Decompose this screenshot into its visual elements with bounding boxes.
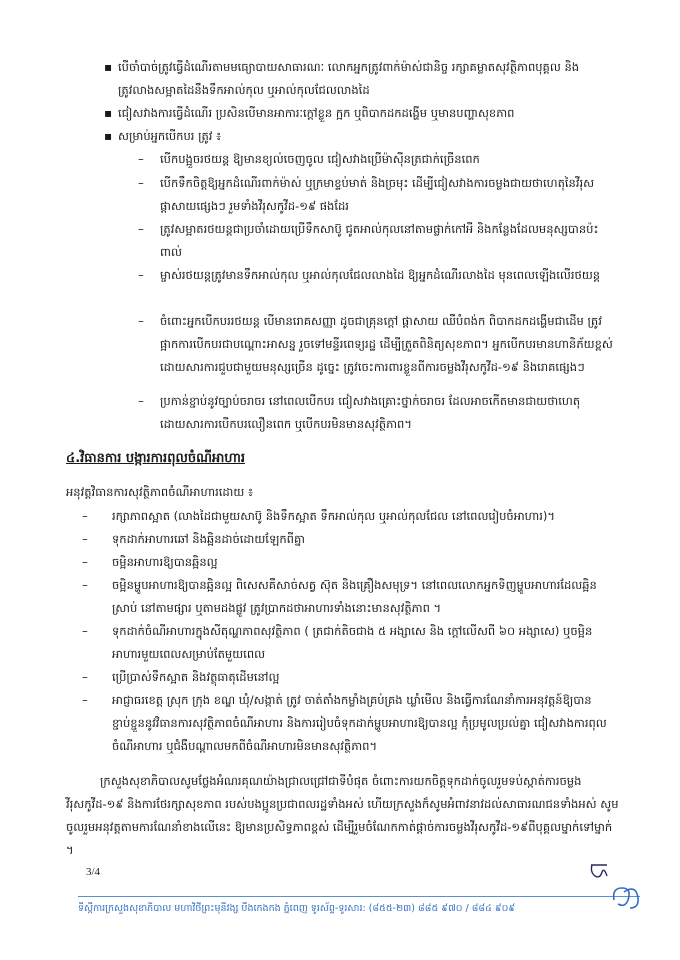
bullet-text: ជៀសវាងការធ្វើដំណើរ ប្រសិនបើមានអាការៈក្តៅខ្លួន ក្អក ឬពិបាកដកដង្ហើម ឬមានបញ្ហាសុខភាព xyxy=(118,106,515,120)
driver-item xyxy=(138,264,620,287)
bullet-icon: ▪ xyxy=(104,106,113,120)
food-item xyxy=(82,666,620,689)
bullet-item xyxy=(104,56,618,102)
bullet-text: បើចាំបាច់ត្រូវធ្វើដំណើរតាមមធ្យោបាយសាធារណៈ លោកអ្នកត្រូវពាក់ម៉ាស់ជានិច្ច រក្សាគម្លាតសុវត្ថិភាពបុគ្គល និងត្រូវលាងសម្អាតដៃនឹងទឹកអាល់កុល ឬអាល់កុលជែលលាងដៃ xyxy=(118,60,580,97)
food-item xyxy=(82,689,620,758)
driver-item-text: បើកទឹកចិត្តឱ្យអ្នកដំណើរពាក់ម៉ាស់ ឬក្រមាខ្ទប់មាត់ និងច្រមុះ ដើម្បីជៀសវាងការចម្លងជាយថាហេតុនៃវីរុសផ្តាសាយផ្សេងៗ រួមទាំងវីរុសកូវីដ-១៩ ផងដែរ xyxy=(160,176,595,213)
dash-icon: – xyxy=(138,268,144,282)
section-heading: ៤.វិធានការ បង្ការការពុលចំណីអាហារ xyxy=(66,451,245,466)
closing-paragraph: ក្រសួងសុខាភិបាលសូមថ្លែងអំណរគុណយ៉ាងជ្រាលជ្រៅជាទីបំផុត ចំពោះការយកចិត្តទុកដាក់ចូលរួមទប់ស្កាត់ការចម្លងវីរុសកូវីដ-១៩ និងការថែរក្សាសុខភាព របស់បងប្អូនប្រជាពលរដ្ឋទាំងអស់ ហើយក្រសួងក៏សូមអំពាវនាវដល់សាធារណជនទាំងអស់ សូមចូលរួមអនុវត្តតាមការណែនាំខាងលើនេះ ឱ្យមានប្រសិទ្ធភាពខ្ពស់ ដើម្បីរួមចំណែកកាត់ផ្តាច់ការចម្លងវីរុសកូវីដ-១៩ពីបុគ្គលម្នាក់ទៅម្នាក់ ។ xyxy=(66,774,619,857)
food-item-text: ចម្អិនម្ហូបអាហារឱ្យបានឆ្អិនល្អ ពិសេសគឺសាច់សត្វ ស៊ុត និងគ្រឿងសមុទ្រ។ នៅពេលលោកអ្នកទិញម្ហូបអាហារដែលឆ្អិនស្រាប់ នៅតាមផ្សារ ឬតាមដងផ្លូវ ត្រូវប្រាកដថាអាហារទាំងនោះមានសុវត្ថិភាព ។ xyxy=(112,578,597,615)
food-item xyxy=(82,620,620,666)
food-item-text: ទុកដាក់អាហារឆៅ និងឆ្អិនដាច់ដោយឡែកពីគ្នា xyxy=(112,532,305,546)
dash-icon: – xyxy=(82,509,88,523)
food-item xyxy=(82,551,620,574)
driver-item-text: ម្ចាស់រថយន្តត្រូវមានទឹកអាល់កុល ឬអាល់កុលជែលលាងដៃ ឱ្យអ្នកដំណើរលាងដៃ មុនពេលឡើងលើរថយន្ត xyxy=(160,268,601,282)
dash-icon: – xyxy=(138,394,144,408)
driver-item-text: ចំពោះអ្នកបើកបររថយន្ត បើមានរោគសញ្ញា ដូចជាគ្រុនក្តៅ ផ្តាសាយ ឈឺបំពង់ក ពិបាកដកដង្ហើមជាដើម ត្រូវផ្អាកការបើកបរជាបណ្តោះអាសន្ន រួចទៅមន្ទីរពេទ្យរដ្ឋ ដើម្បីត្រួតពិនិត្យសុខភាព។ អ្នកបើកបរមានហានិភ័យខ្ពស់ ដោយសារការជួបជាមួយមនុស្សច្រើន ដូច្នេះ ត្រូវចេះការពារខ្លួនពីការចម្លងវីរុសកូវីដ-១៩ និងរោគផ្សេងៗ xyxy=(160,314,613,374)
driver-item xyxy=(138,310,620,379)
driver-item-text: ប្រកាន់ខ្ជាប់នូវច្បាប់ចរាចរ នៅពេលបើកបរ ជៀសវាងគ្រោះថ្នាក់ចរាចរ ដែលអាចកើតមានជាយថាហេតុ ដោយសារការបើកបរលឿនពេក ឬបើកបរមិនមានសុវត្ថិភាព។ xyxy=(160,394,581,431)
food-item-text: ទុកដាក់ចំណីអាហារក្នុងសីតុណ្ហភាពសុវត្ថិភាព ( ត្រជាក់តិចជាង ៥ អង្សាសេ និង ក្តៅលើសពី ៦០ អង្សាសេ) ឬចម្អិនអាហារមួយពេលសម្រាប់តែមួយពេល xyxy=(112,624,593,661)
driver-item xyxy=(138,148,620,171)
driver-item xyxy=(138,390,620,436)
initial-mark-icon xyxy=(588,862,610,880)
page-number: 3/4 xyxy=(86,866,101,878)
food-item-text: អាជ្ញាធរខេត្ត ស្រុក ក្រុង ខណ្ឌ ឃុំ/សង្កាត់ ត្រូវ ចាត់តាំងកម្លាំងគ្រប់គ្រង ឃ្លាំមើល និងធ្វើការណែនាំការអនុវត្តន៍ឱ្យបានខ្ជាប់ខ្ជួននូវវិធានការសុវត្ថិភាពចំណីអាហារ និងការរៀបចំទុកដាក់ម្ហូបអាហារឱ្យបានល្អ កុំប្រមូលប្រល់គ្នា ជៀសវាងការពុលចំណីអាហារ ឬជំងឺបណ្តាលមកពីចំណីអាហារមិនមានសុវត្ថិភាព។ xyxy=(112,693,607,753)
footer-address: ទីស្តីការក្រសួងសុខាភិបាល មហាវិថីព្រះមុនីវង្ស បឹងកេងកង ភ្នំពេញ ទូរស័ព្ទ-ទូរសារ: (៨៥៥-២៣) ៨៨៥ ៩៧០ / ៨៨៤ ៩០៩ xyxy=(78,903,516,914)
dash-icon: – xyxy=(82,555,88,569)
dash-icon: – xyxy=(138,152,144,166)
driver-item xyxy=(138,218,620,264)
bullet-icon: ▪ xyxy=(104,129,113,143)
signature-icon xyxy=(608,880,642,914)
dash-icon: – xyxy=(138,222,144,236)
food-item xyxy=(82,528,620,551)
dash-icon: – xyxy=(82,578,88,592)
bullet-icon: ▪ xyxy=(104,60,113,74)
dash-icon: – xyxy=(82,693,88,707)
dash-icon: – xyxy=(82,624,88,638)
bullet-item xyxy=(104,102,618,125)
dash-icon: – xyxy=(138,176,144,190)
food-item-text: ប្រើប្រាស់ទឹកស្អាត និងវត្ថុធាតុដើមនៅល្អ xyxy=(112,670,280,684)
bullet-text: សម្រាប់អ្នកបើកបរ ត្រូវ ៖ xyxy=(118,129,222,143)
dash-icon: – xyxy=(82,670,88,684)
food-item-text: រក្សាភាពស្អាត (លាងដៃជាមួយសាប៊ូ និងទឹកស្អាត ទឹកអាល់កុល ឬអាល់កុលជែល នៅពេលរៀបចំអាហារ)។ xyxy=(112,509,556,523)
food-intro: អនុវត្តវិធានការសុវត្ថិភាពចំណីអាហារដោយ ៖ xyxy=(66,485,253,499)
dash-icon: – xyxy=(82,532,88,546)
footer-divider xyxy=(78,896,640,897)
driver-item-text: បើកបង្អួចរថយន្ត ឱ្យមានខ្យល់ចេញចូល ជៀសវាងប្រើម៉ាស៊ីនត្រជាក់ច្រើនពេក xyxy=(160,152,480,166)
driver-item xyxy=(138,172,620,218)
food-item xyxy=(82,574,620,620)
food-item-text: ចម្អិនអាហារឱ្យបានឆ្អិនល្អ xyxy=(112,555,218,569)
bullet-item xyxy=(104,125,618,148)
dash-icon: – xyxy=(138,314,144,328)
food-item xyxy=(82,505,620,528)
driver-item-text: ត្រូវសម្អាតរថយន្តជាប្រចាំដោយប្រើទឹកសាប៊ូ ជូតអាល់កុលនៅតាមផ្លាក់កៅអី និងកន្លែងដែលមនុស្សបានប៉ះពាល់ xyxy=(160,222,599,259)
